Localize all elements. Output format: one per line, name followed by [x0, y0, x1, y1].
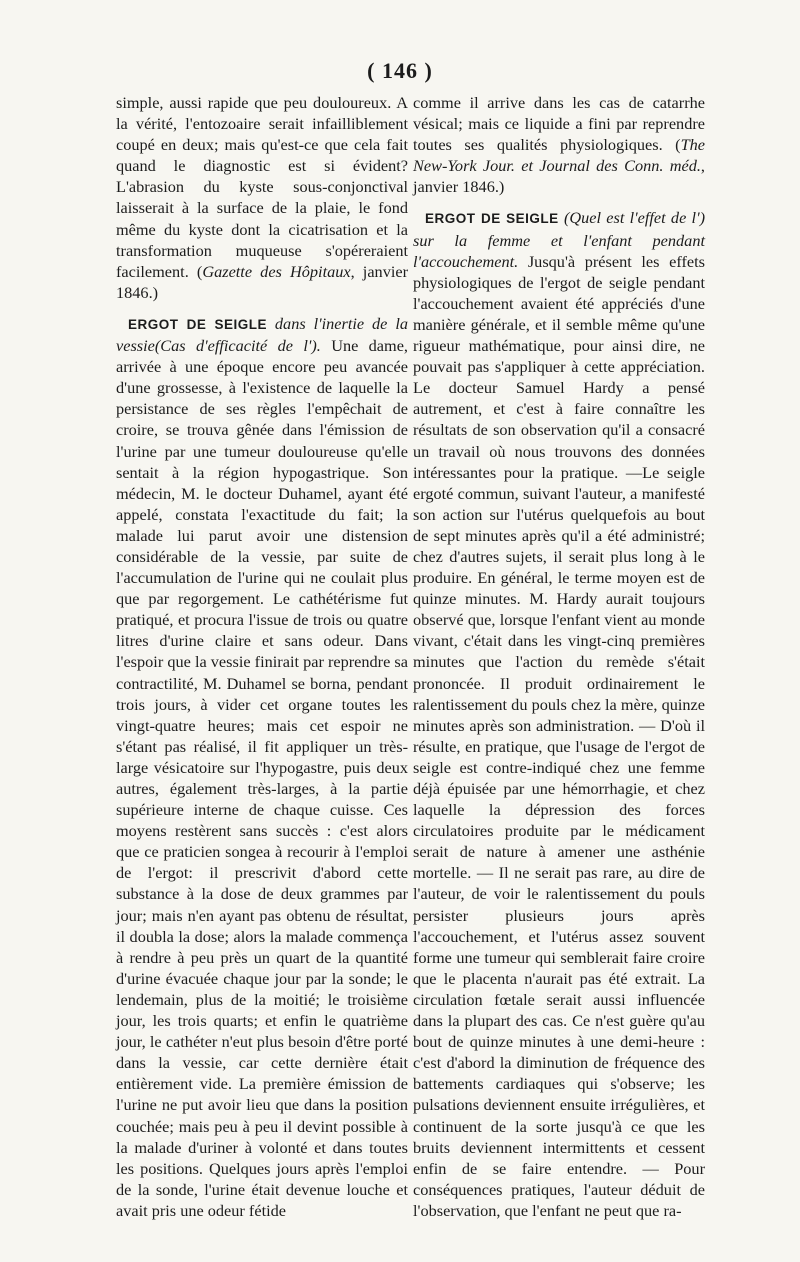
left-article — [116, 313, 408, 1221]
left-column — [116, 92, 408, 1221]
right-column — [413, 92, 705, 1221]
left-article-heading: ERGOT DE SEIGLE — [128, 316, 267, 332]
right-para1-end: , janvier 1846.) — [413, 156, 705, 197]
right-para1-source: The New-York Jour. et Journal des Conn. méd. — [413, 135, 705, 176]
page-number: ( 146 ) — [367, 58, 433, 83]
right-article-body: Jusqu'à présent les effets physiologiques de l'ergot de seigle pendant l'accouchement avaient été appréciés d'une manière générale, et il semble même qu'une rigueur mathématique, pour ainsi dire, ne pouvait pas s'appliquer à cette appréciation. Le docteur Samuel Hardy a pensé autrement, et c'est à faire connaître les résultats de son observation qu'il a consacré un travail où nous trouvons des données intéressantes pour la pratique. —Le seigle ergoté commun, suivant l'auteur, a manifesté son action sur l'utérus quelquefois au bout de sept minutes après qu'il a été administré; chez d'autres sujets, il serait plus long à le produire. En général, le terme moyen est de quinze minutes. M. Hardy aurait toujours observé que, lorsque l'enfant vient au monde vivant, c'était dans les vingt-cinq premières minutes que l'action du remède s'était prononcée. Il produit ordinairement le ralentissement du pouls chez la mère, quinze minutes après son administration. — D'où il résulte, en pratique, que l'usage de l'ergot de seigle est contre-indiqué chez une femme déjà épuisée par une hémorrhagie, et chez laquelle la dépression des forces circulatoires produite par le médicament serait de nature à amener une asthénie mortelle. — Il ne serait pas rare, au dire de l'auteur, de voir le ralentissement du pouls persister plusieurs jours après l'accouchement, et l'utérus assez souvent forme une tumeur qui semblerait faire croire que le placenta n'aurait pas été extrait. La circulation fœtale serait aussi influencée dans la plupart des cas. Ce n'est guère qu'au bout de quinze minutes à une demi-heure : c'est d'abord la diminution de fréquence des battements cardiaques qui s'observe; les pulsations deviennent ensuite irrégulières, et continuent de la sorte jusqu'à ce que les bruits deviennent intermittents et cessent enfin de se faire entendre. — Pour conséquences pratiques, l'auteur déduit de l'observation, que l'enfant ne peut que ra- — [413, 251, 705, 1220]
left-article-subtitle: dans l'inertie de la vessie(Cas d'efficacité de l'). — [116, 313, 408, 356]
right-para1-text: comme il arrive dans les cas de catarrhe vésical; mais ce liquide a fini par reprendre toutes ses qualités physiologiques. ( — [413, 93, 705, 155]
right-paragraph-continuation — [413, 92, 705, 197]
left-para1-source: Gazette des Hôpitaux — [202, 261, 351, 281]
right-article-subtitle: (Quel est l'effet de l') sur la femme et l'enfant pendant l'accouchement. — [413, 208, 705, 271]
left-paragraph-continuation — [116, 92, 408, 303]
left-para1-text: simple, aussi rapide que peu douloureux. A la vérité, l'entozoaire serait infailliblement coupé en deux; mais qu'est-ce que cela fait quand le diagnostic est si évident? L'abrasion du kyste sous-conjonctival laisserait à la surface de la plaie, le fond même du kyste dont la cicatrisation et la transformation muqueuse s'opéreraient facilement. ( — [116, 93, 408, 281]
right-article-heading: ERGOT DE SEIGLE — [425, 211, 559, 227]
right-article — [413, 207, 705, 1221]
left-para1-end: , janvier 1846.) — [116, 261, 409, 302]
left-article-body: Une dame, arrivée à une époque encore peu avancée d'une grossesse, à l'existence de laquelle la persistance de ses règles l'empêchait de croire, se trouva gênée dans l'émission de l'urine par une tumeur douloureuse qu'elle sentait à la région hypogastrique. Son médecin, M. le docteur Duhamel, ayant été appelé, constata l'exactitude du fait; la malade lui parut avoir une distension considérable de la vessie, par suite de l'accumulation de l'urine qui ne coulait plus que par regorgement. Le cathétérisme fut pratiqué, et procura l'issue de trois ou quatre litres d'urine claire et sans odeur. Dans l'espoir que la vessie finirait par reprendre sa contractilité, M. Duhamel se borna, pendant trois jours, à vider cet organe toutes les vingt-quatre heures; mais cet espoir ne s'étant pas réalisé, il fit appliquer un très-large vésicatoire sur l'hypogastre, puis deux autres, également très-larges, à la partie supérieure interne de chaque cuisse. Ces moyens restèrent sans succès : c'est alors que ce praticien songea à recourir à l'emploi de l'ergot: il prescrivit d'abord cette substance à la dose de deux grammes par jour; mais n'en ayant pas obtenu de résultat, il doubla la dose; alors la malade commença à rendre à peu près un quart de la quantité d'urine évacuée chaque jour par la sonde; le lendemain, plus de la moitié; le troisième jour, les trois quarts; et enfin le quatrième jour, le cathéter n'eut plus besoin d'être porté dans la vessie, car cette dernière était entièrement vide. La première émission de l'urine ne put avoir lieu que dans la position couchée; mais peu à peu il devint possible à la malade d'uriner à volonté et dans toutes les positions. Quelques jours après l'emploi de la sonde, l'urine était devenue louche et avait pris une odeur fétide — [116, 336, 408, 1220]
